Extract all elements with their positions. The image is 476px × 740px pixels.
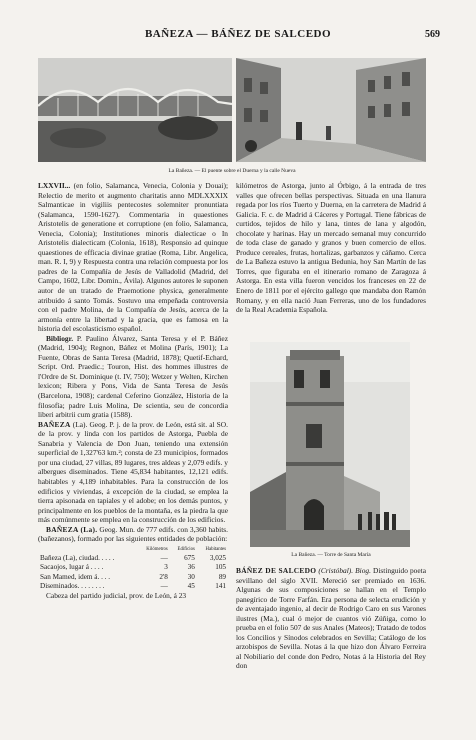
street-photo <box>236 58 426 162</box>
table-cell: 89 <box>218 572 226 581</box>
table-cell: 45 <box>187 581 195 590</box>
baneza-entry <box>38 420 228 525</box>
baneza-municipality-entry <box>38 525 228 544</box>
salcedo-tag: (Cristóbal). Biog. <box>318 566 371 575</box>
salcedo-entry <box>236 566 426 671</box>
salcedo-headword: BÁÑEZ DE SALCEDO <box>236 566 317 575</box>
table-cell: Bañeza (La), ciudad. . . . . <box>40 554 115 563</box>
entry-text: (en folio, Salamanca, Venecia, Colonia y Douai); Relectio de merito et augmento charitatis anno MDLXXXIX Salmanticae in vigiliis pentecostes solemniter pronuntiata (Salamanca, 1590-1627). Commentaria in quaestiones Aristotelis de generatione et corruptione (en folio, Salamanca, Venecia, Colonia); Institutiones minoris dialecticae o In Aristotelis dialecticam (Colonia, 1618), Responsio ad quinque quaestiones de efficacia divinae gratiae (Roma, Libr. Angelica, man. R. I, 9) y Respuesta contra una relación compuesta por los padres de la Compañía de Jesús de Valladolid (Madrid, del Campo, 1602, Libr. Domin., Ávila). Algunos autores le suponen autor de un tratado de Praemotione physica, generalmente atribuido á santo Tomás. Sostuvo una empeñada controversia con el padre Molina, de la Compañía de Jesús, acerca de la armonía entre la libertad y la gracia, que es famosa en la historia del escolasticismo español. <box>38 181 228 334</box>
table-cell: 30 <box>187 572 195 581</box>
baneza-municipality-headword: BAÑEZA (La). <box>46 524 98 534</box>
entry-continuation <box>38 181 228 334</box>
tower-photo-graphic <box>250 342 410 547</box>
street-photo-graphic <box>236 58 426 162</box>
tower-photo <box>250 342 410 547</box>
entry-lead: LXXVII... <box>38 181 71 190</box>
table-cell: 3 <box>164 563 168 572</box>
table-header: Habitantes <box>205 546 226 552</box>
bibliography-text: P. Paulino Álvarez, Santa Teresa y el P. Báñez (Madrid, 1904); Regnon, Báñez et Molina (París, 1901); La Fuente, Obras de Santa Teresa (Madrid, 1878); Quetif-Echard, Script. Ord. Praedic.; Touron, Hist. des hommes illustres de l'Ordre de St. Dominique (t. IV, 750); Wetzer y Welten, Kirchen lexicon; Ribera y Pons, Vida de Santa Teresa de Jesús (Barcelona, 1908); cardenal Ceferino González, Historia de la filosofía; padre Luis Molina, De scientia, seu de concordia liberi arbitrii cum gratia (1588). <box>38 333 228 420</box>
population-table <box>38 545 228 591</box>
baneza-headword: BAÑEZA <box>38 419 71 429</box>
salcedo-text: Distinguido poeta sevillano del siglo XVII. Mereció ser premiado en 1636. Algunas de sus composiciones se hallan en el Templo panegírico de Torre Farfán. Era persona de selecta erudición y de aventajado ingenio, al decir de Rodrigo Caro en sus Varones ilustres (Ma.), cual ó mejor de cuantos vió Zúñiga, como lo prueba en el folio 507 de sus Anales (Mateos); Tratado de todos los Concilios y Sínodos celebrados en Sevilla; Catálogo de los arzobispos de Sevilla. Notas á la que hizo don Álvaro Ferreira al Nobiliario del conde don Pedro, Notas á la Historia del Rey don <box>236 566 426 671</box>
table-row <box>38 554 228 563</box>
table-cell: 36 <box>187 563 195 572</box>
top-photo-caption: La Bañeza. — El puente sobre el Duerna y la calle Nueva <box>168 168 296 174</box>
bridge-photo-graphic <box>38 58 232 162</box>
tower-photo-caption: La Bañeza. — Torre de Santa María <box>291 552 371 558</box>
table-cell: 2'8 <box>159 572 168 581</box>
table-row <box>38 582 228 591</box>
table-cell: 105 <box>215 563 226 572</box>
table-header: Kilómetros <box>146 546 168 552</box>
baneza-continuation: kilómetros de Astorga, junto al Órbigo, á la entrada de tres valles que ofrecen bellas perspectivas. Situada en una llanura regada por los ríos Tuerto y Duerna, en la carretera de Madrid á Galicia. F. c. de Madrid á Cáceres y Portugal. Tiene fábricas de curtidos, tejidos de hilo y lana, tintes de lana y algodón, chocolate y harinas. Hay un mercado semanal muy concurrido de toda clase de ganado y granos y buen comercio de ellos. Produce cereales, frutas, hortalizas, garbanzos y cáñamo. Cerca de La Bañeza estuvo la antigua Bedunia, hoy San Martín de las Torres, que figuraba en el itinerario romano de Zaragoza á Astorga. En esta villa fueron vencidos los franceses en 22 de Enero de 1811 por el ejército gallego que mandaba don Ramón Romany, y en ella nació Juan Ferreras, uno de los fundadores de la Real Academia Española. <box>236 181 426 315</box>
table-cell: Diseminados. . . . . . . . <box>40 581 105 590</box>
table-cell: 675 <box>184 554 195 563</box>
table-cell: 141 <box>215 581 226 590</box>
table-row <box>38 563 228 572</box>
table-cell: — <box>160 554 168 563</box>
right-column-top <box>236 181 426 315</box>
table-cell: Sacaojos, lugar á . . . . <box>40 563 104 572</box>
table-header <box>38 545 137 554</box>
page-number: 569 <box>425 29 440 40</box>
closing-line: Cabeza del partido judicial, prov. de León, á 23 <box>46 591 187 601</box>
table-cell: 3,025 <box>209 554 226 563</box>
table-header: Edificios <box>177 546 195 552</box>
left-column <box>38 181 228 601</box>
bibliography-lead: Bibliogr. <box>46 333 74 343</box>
table-cell: San Mamed, idem á. . . . <box>40 572 111 581</box>
running-header: BAÑEZA — BÁÑEZ DE SALCEDO <box>144 28 332 40</box>
table-header-row <box>38 545 228 554</box>
table-row <box>38 573 228 582</box>
right-column-bottom <box>236 566 426 671</box>
baneza-text: (La). Geog. P. j. de la prov. de León, está sit. al SO. de la prov. y linda con los partidos de Astorga, Puebla de Sanabria y Valencia de Don Juan, teniendo una extensión superficial de 1,327'63 km.²; consta de 23 municipios, formados por una ciudad, 27 villas, 89 lugares, tres aldeas y 2,079 edifs. y albergues diseminados. Tiene 45,834 habitantes, 12,121 edifs. habitables y 4,189 inhabitables. Para la construcción de los edificios y viviendas, á excepción de la ciudad, se emplea la tierra apisonada en tapiales y el adobe; en los demás puntos, y principalmente en los pueblos de la montaña, es la piedra la que más comúnmente se emplea en la construcción de los edificios. <box>38 419 228 525</box>
table-cell: — <box>160 581 168 590</box>
bridge-photo <box>38 58 232 162</box>
bibliography <box>38 334 228 420</box>
baneza-municipality-text: Geog. Mun. de 777 edifs. con 3,360 habits. (bañezanos), formado por las siguientes entidades de población: <box>38 524 228 544</box>
